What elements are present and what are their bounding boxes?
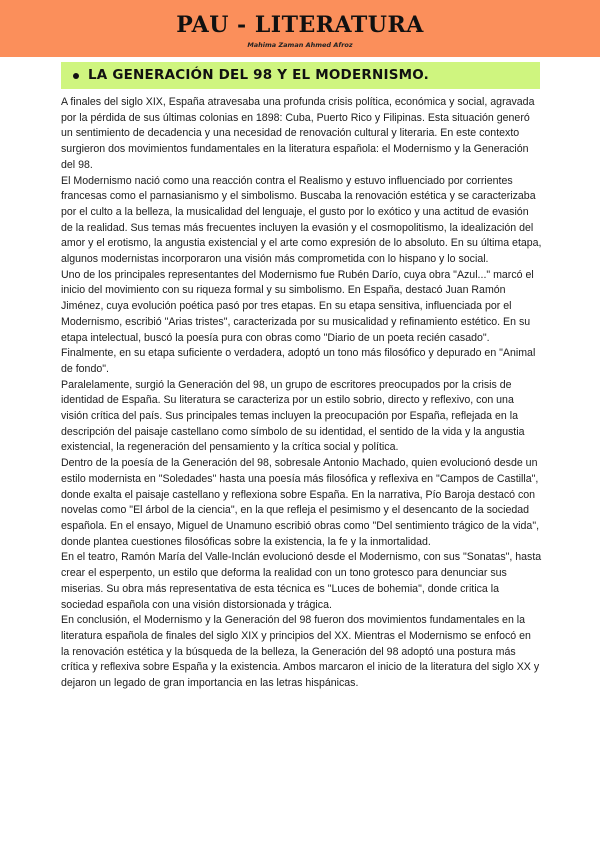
paragraph-representantes: Uno de los principales representantes del Modernismo fue Rubén Darío, cuya obra "Azul..." marcó el inicio del movimiento con su riqueza formal y su simbolismo. En España, destacó Juan Ramón Jiménez, cuya evolución poética pasó por tres etapas. En su etapa sensitiva, influenciada por el Modernismo, escribió "Arias tristes", caracterizada por su musicalidad y refinamiento estético. En su etapa intelectual, buscó la poesía pura con obras como "Diario de un poeta recién casado". Finalmente, en su etapa suficiente o verdadera, adoptó un tono más filosófico y depurado en "Animal de fondo".: [61, 268, 536, 375]
page-title: PAU - LITERATURA: [176, 12, 424, 38]
body-text: [61, 95, 542, 692]
paragraph-modernismo: El Modernismo nació como una reacción contra el Realismo y estuvo influenciado por corrientes francesas como el parnasianismo y el simbolismo. Buscaba la renovación estética y se caracterizaba por el culto a la belleza, la musicalidad del lenguaje, el gusto por lo exótico y una actitud de evasión de la realidad. Sus temas más frecuentes incluyen la evasión y el cosmopolitismo, la idealización del amor y el erotismo, la angustia existencial y el arte como expresión de lo absoluto. En su última etapa, algunos modernistas incorporaron una visión más comprometida con lo hispano y lo social.: [61, 174, 542, 266]
paragraph-intro: A finales del siglo XIX, España atravesaba una profunda crisis política, económica y social, agravada por la pérdida de sus últimas colonias en 1898: Cuba, Puerto Rico y Filipinas. Esta situación generó un sentimiento de decadencia y una necesidad de renovación cultural y literaria. En este contexto surgieron dos movimientos fundamentales en la literatura española: el Modernismo y la Generación del 98.: [61, 96, 535, 171]
author-name: Mahima Zaman Ahmed Afroz: [247, 41, 353, 49]
page-header: [0, 0, 600, 57]
bullet-icon: [73, 73, 79, 79]
paragraph-generacion-98: Paralelamente, surgió la Generación del 98, un grupo de escritores preocupados por la crisis de identidad de España. Su literatura se caracteriza por un estilo sobrio, directo y reflexivo, con una visión crítica del país. Sus principales temas incluyen la preocupación por España, reflejada en la descripción del paisaje castellano como símbolo de su identidad, el sentido de la vida y la angustia existencial, la regeneración del pensamiento y la crítica social y política.: [61, 378, 525, 454]
paragraph-poesia-narrativa: Dentro de la poesía de la Generación del 98, sobresale Antonio Machado, quien evolucionó desde un estilo modernista en "Soledades" hasta una poesía más filosófica y reflexiva en "Campos de Castilla", donde exalta el paisaje castellano y reflexiona sobre España. En la narrativa, Pío Baroja destacó con novelas como "El árbol de la ciencia", en la que refleja el pesimismo y el desencanto de la sociedad española. En el ensayo, Miguel de Unamuno escribió obras como "Del sentimiento trágico de la vida", donde plantea cuestiones filosóficas sobre la existencia, la fe y la inmortalidad.: [61, 457, 540, 548]
paragraph-conclusion: En conclusión, el Modernismo y la Generación del 98 fueron dos movimientos fundamentales en la literatura española de finales del siglo XIX y principios del XX. Mientras el Modernismo se enfocó en la renovación estética y la búsqueda de la belleza, la Generación del 98 adoptó una postura más crítica y reflexiva sobre España y la existencia. Ambos marcaron el inicio de la literatura del siglo XX y dejaron un legado de gran importancia en las letras hispánicas.: [61, 614, 540, 690]
paragraph-teatro: En el teatro, Ramón María del Valle-Inclán evolucionó desde el Modernismo, con sus "Sonatas", hasta crear el esperpento, un estilo que deforma la realidad con un tono grotesco para denunciar sus miserias. Su obra más representativa de esta técnica es "Luces de bohemia", donde critica la sociedad española con una visión distorsionada y trágica.: [61, 551, 542, 611]
section-heading-banner: [61, 62, 540, 89]
section-title: LA GENERACIÓN DEL 98 Y EL MODERNISMO.: [88, 67, 429, 83]
